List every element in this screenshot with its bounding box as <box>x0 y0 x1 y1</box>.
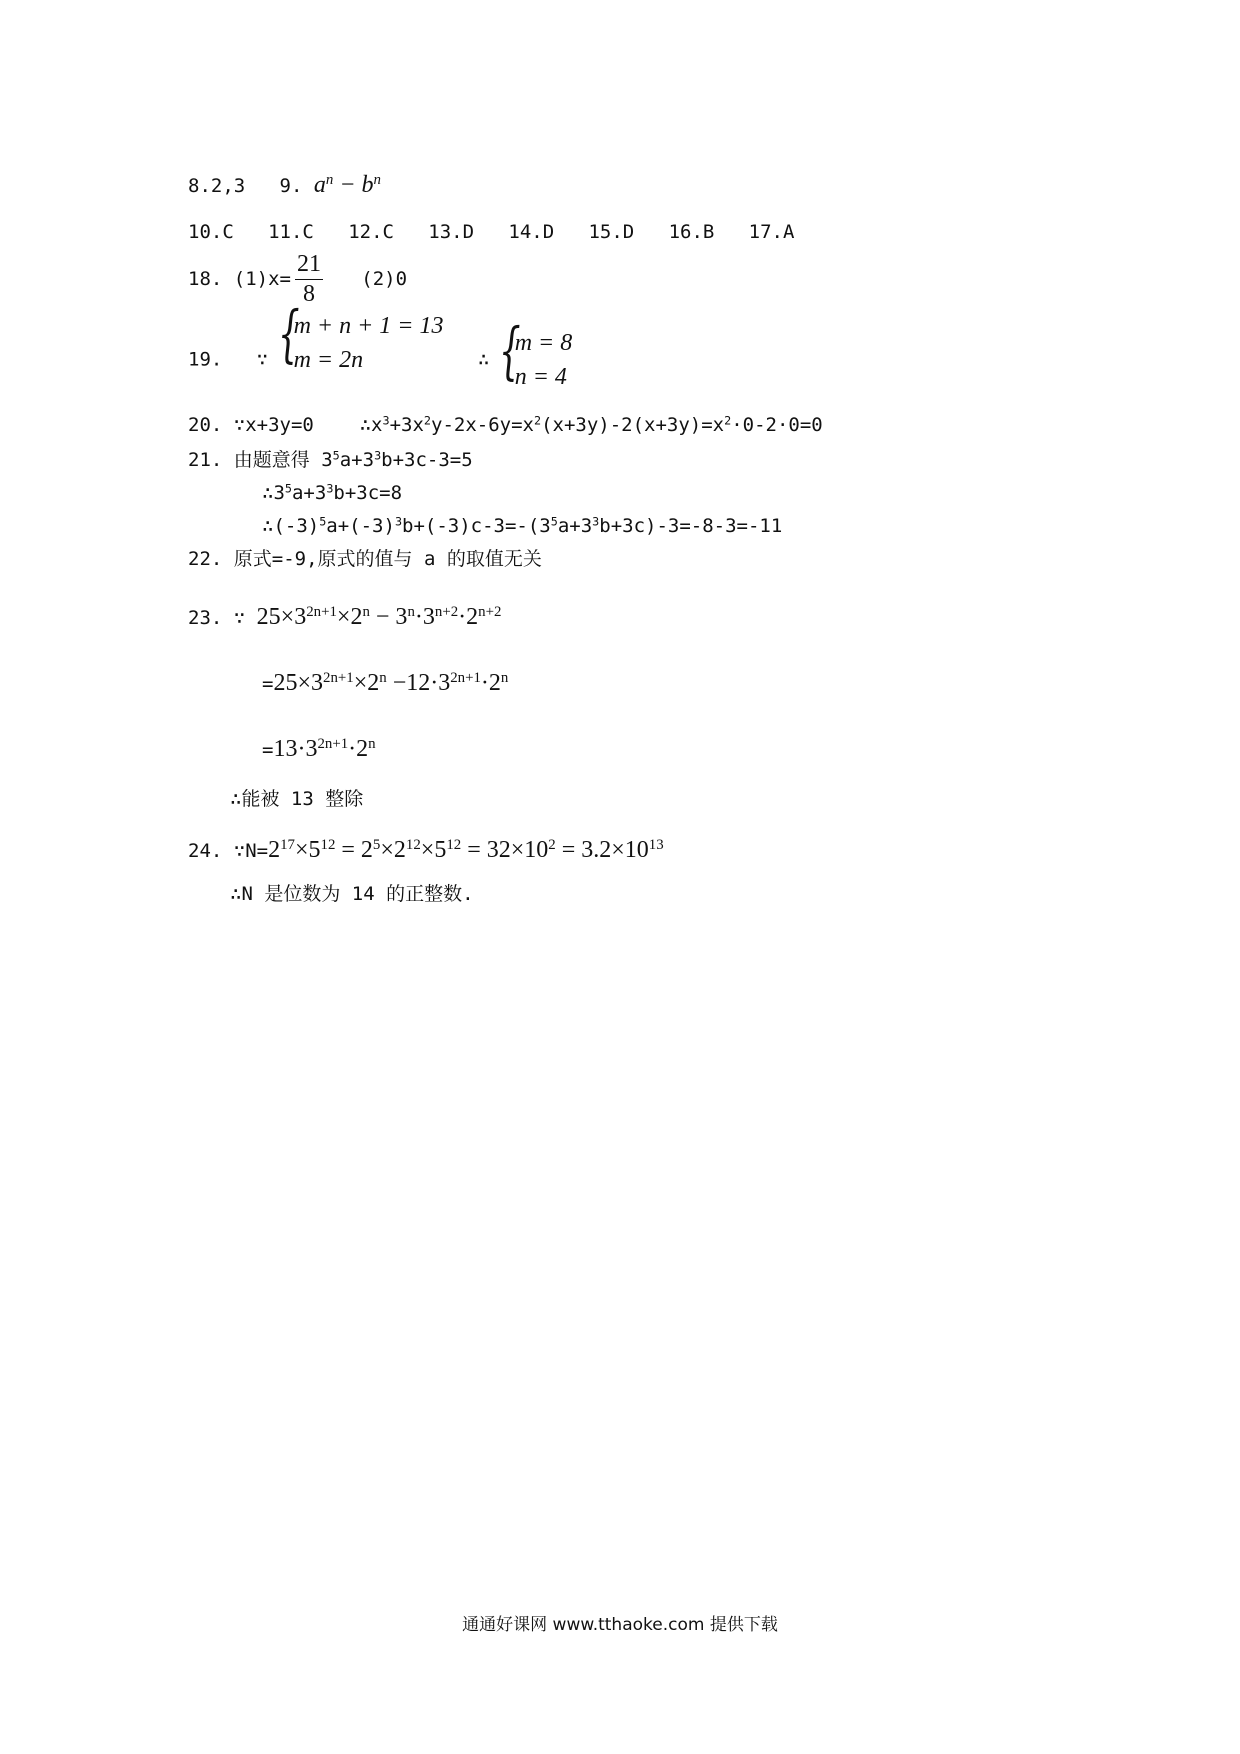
answer-line-19 <box>188 297 573 394</box>
answer-line-24: 24. $\because N=2^{17}\times 5^{12} = 2^5\times 2^{12}\times 5^{12} = 32\times 10^2 = 3.2\times 10^{13}$ <box>188 836 664 863</box>
answer-line-24-conclusion: ∴N 是位数为 14 的正整数. <box>230 883 474 905</box>
answer-line-10-17 <box>188 223 794 242</box>
expr-24: $2^{17}\times 5^{12} = 2^5\times 2^{12}\times 5^{12} = 32\times 10^2 = 3.2\times 10^{13}$ <box>268 836 664 863</box>
answer-16: 16.B <box>668 221 715 243</box>
answer-11: 11.C <box>268 221 314 243</box>
answer-12: 12.C <box>348 221 394 243</box>
answer-line-21: 21. 由题意得 $3^5a+3^3b+3c-3=5$ <box>188 448 473 471</box>
page-footer: 通通好课网 www.tthaoke.com 提供下载 <box>462 1615 778 1635</box>
answer-8: 8.2,3 <box>188 175 246 197</box>
answer-line-21-step3: $\therefore(-3)^5a+(-3)^3b+(-3)c-3=-(3^5a+3^3b+3c)-3=-8-3=-11$ <box>262 514 783 537</box>
answer-line-23-conclusion: ∴能被 13 整除 <box>230 788 364 810</box>
answer-13: 13.D <box>428 221 475 243</box>
answer-18-label: 18. (1)x= <box>188 268 291 291</box>
answer-9-expr: $a^n - b^n$ <box>313 171 381 198</box>
expr-23-a: $25\times 3^{2n+1}\times 2^n - 3^n\cdot 3^{n+2}\cdot 2^{n+2}$ <box>256 603 502 630</box>
answer-17: 17.A <box>748 221 795 243</box>
answer-line-23-step2: $=25\times 3^{2n+1}\times 2^n -12\cdot 3^{2n+1}\cdot 2^n$ <box>262 669 509 696</box>
answer-line-22: 22. 原式=-9,原式的值与 a 的取值无关 <box>188 548 542 570</box>
answer-15: 15.D <box>588 221 635 243</box>
answer-line-8-9 <box>188 173 381 197</box>
equation-system-solution: { m = 8 n = 4 <box>498 314 573 390</box>
answer-19-label: 19. <box>188 348 223 371</box>
answer-line-23: 23. ∵ $25\times 3^{2n+1}\times 2^n - 3^n\cdot 3^{n+2}\cdot 2^{n+2}$ <box>188 603 502 630</box>
answer-line-21-step2: $\therefore 3^5a+3^3b+3c=8$ <box>262 481 403 504</box>
answer-line-20: 20. ∵x+3y=0 $\therefore x^3+3x^2y-2x-6y=x^2(x+3y)-2(x+3y)=x^2\cdot 0-2\cdot 0=0$ <box>188 413 823 436</box>
therefore-symbol: ∴ <box>477 348 490 371</box>
answer-line-23-step3: $=13\cdot 3^{2n+1}\cdot 2^n$ <box>262 735 376 762</box>
answer-9-label: 9. <box>279 175 303 197</box>
expr-23-b: $25\times 3^{2n+1}\times 2^n -12\cdot 3^{2n+1}\cdot 2^n$ <box>273 669 509 696</box>
because-symbol: ∵ <box>256 348 269 371</box>
fraction-21-8: $\frac{21}{8}$ <box>296 251 321 308</box>
answer-18-part2: (2)0 <box>361 268 408 291</box>
equation-system-given: { m + n + 1 = 13 m = 2n <box>277 297 444 373</box>
answer-10: 10.C <box>188 221 234 243</box>
expr-23-c: $13\cdot 3^{2n+1}\cdot 2^n$ <box>273 735 376 762</box>
answer-14: 14.D <box>508 221 555 243</box>
